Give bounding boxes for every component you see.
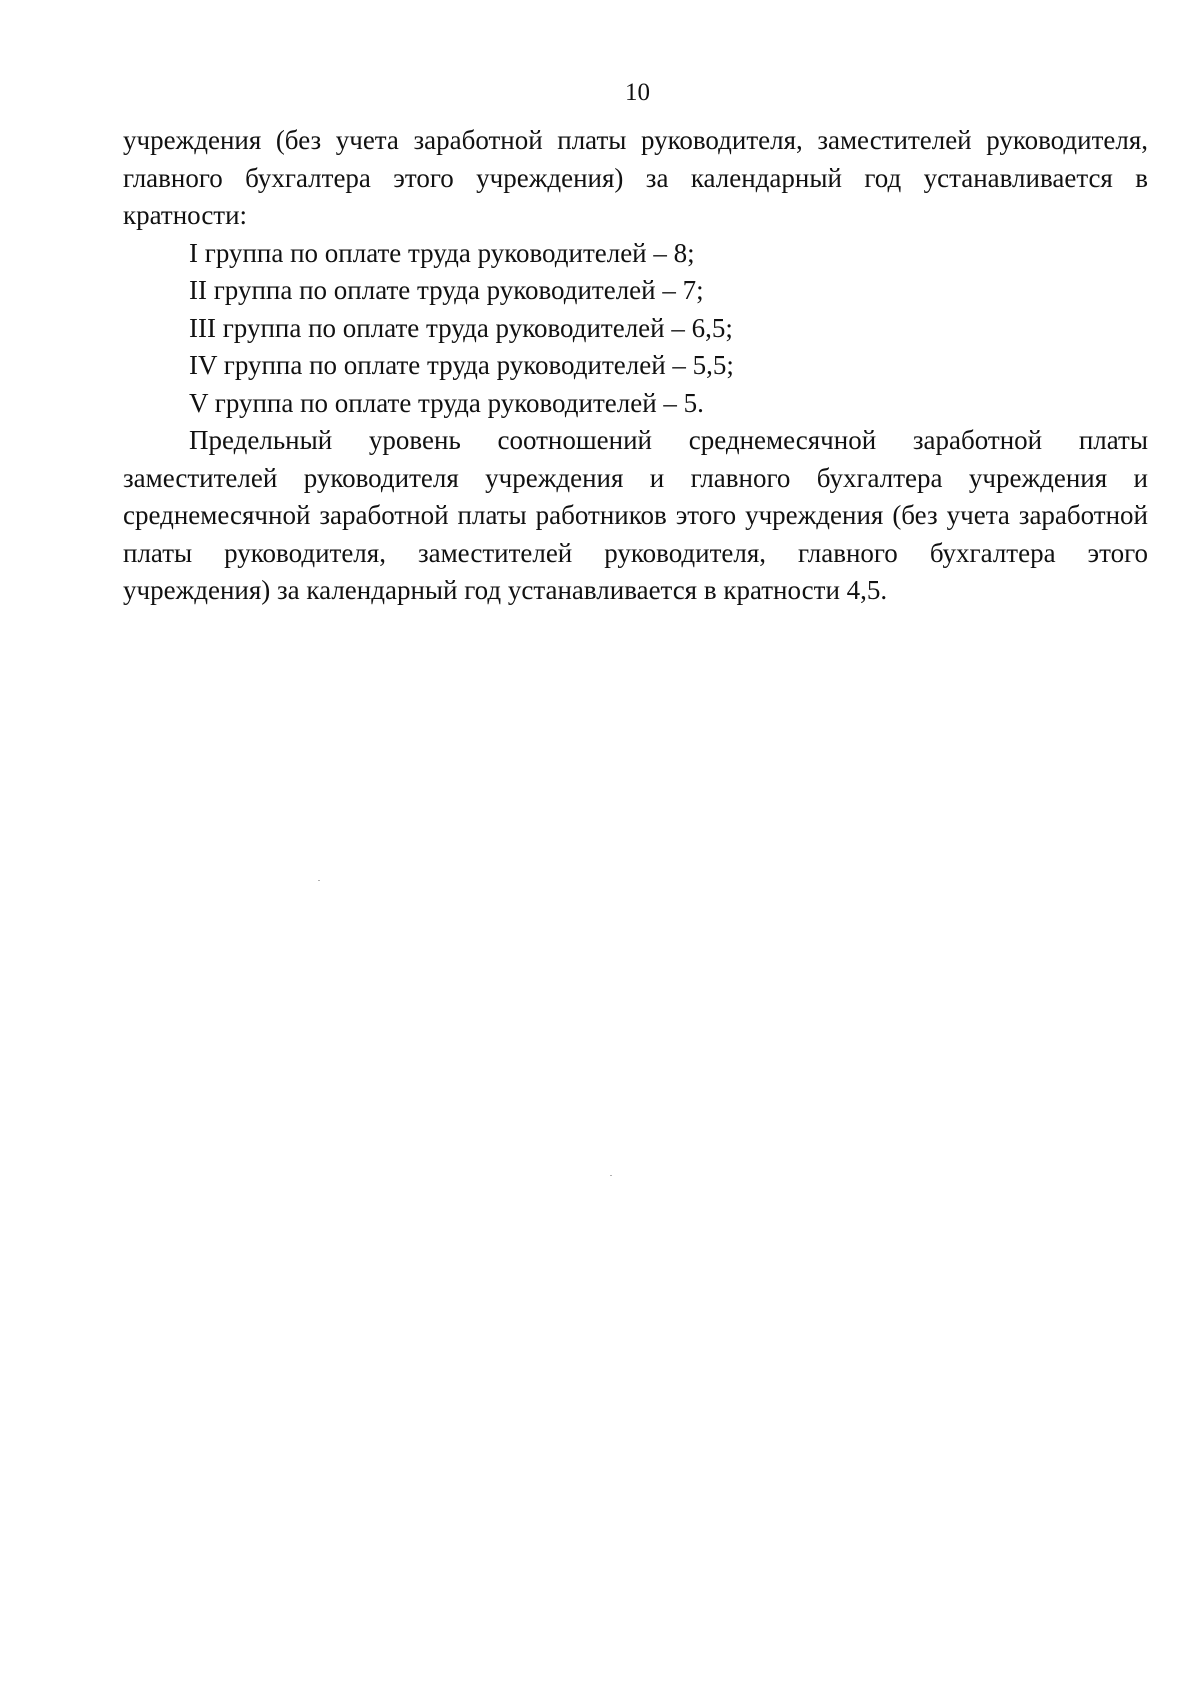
scan-speck <box>610 1175 612 1176</box>
scan-speck <box>318 880 320 881</box>
final-paragraph: Предельный уровень соотношений среднемесячной заработной платы заместителей руководителя учреждения и главного бухгалтера учреждения и среднемесячной заработной платы работников этого учреждения (без учета заработной платы руководителя, заместителей руководителя, главного бухгалтера этого учреждения) за календарный год устанавливается в кратности 4,5. <box>123 425 1148 605</box>
group-item: I группа по оплате труда руководителей – 8; <box>189 237 695 268</box>
group-item: III группа по оплате труда руководителей – 6,5; <box>189 312 733 343</box>
document-body <box>123 122 1148 610</box>
page-number: 10 <box>625 79 650 106</box>
intro-paragraph: учреждения (без учета заработной платы руководителя, заместителей руководителя, главного бухгалтера этого учреждения) за календарный год устанавливается в кратности: <box>123 125 1148 230</box>
group-list <box>123 235 1148 423</box>
group-item: II группа по оплате труда руководителей – 7; <box>189 275 704 305</box>
group-item: IV группа по оплате труда руководителей – 5,5; <box>189 350 734 380</box>
group-item: V группа по оплате труда руководителей – 5. <box>189 387 704 418</box>
